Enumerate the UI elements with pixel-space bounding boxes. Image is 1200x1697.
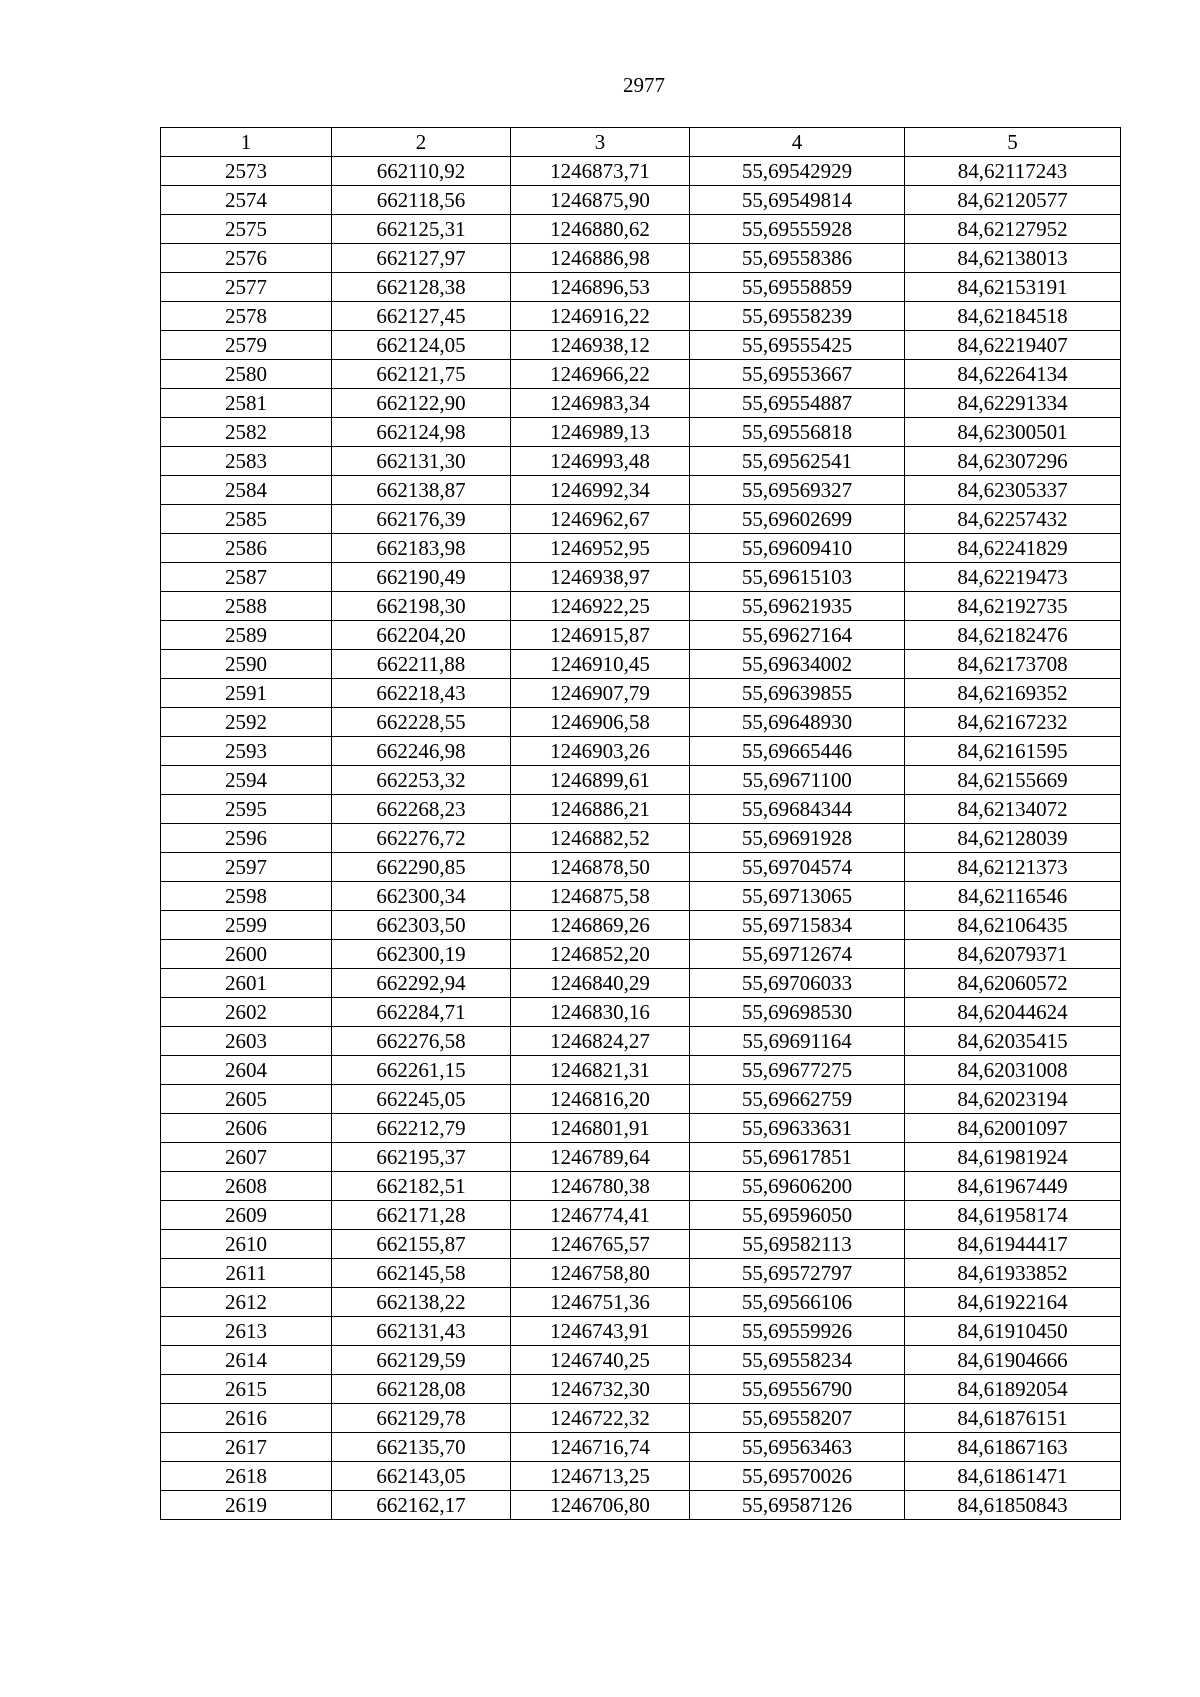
table-cell: 662110,92 (332, 157, 511, 186)
table-cell: 662135,70 (332, 1433, 511, 1462)
table-cell: 55,69582113 (690, 1230, 905, 1259)
table-cell: 84,61876151 (905, 1404, 1121, 1433)
table-row (161, 621, 1121, 650)
table-cell: 1246801,91 (511, 1114, 690, 1143)
table-cell: 84,62153191 (905, 273, 1121, 302)
table-cell: 84,62044624 (905, 998, 1121, 1027)
table-cell: 2573 (161, 157, 332, 186)
table-cell: 2597 (161, 853, 332, 882)
table-cell: 2594 (161, 766, 332, 795)
table-cell: 2608 (161, 1172, 332, 1201)
table-cell: 2595 (161, 795, 332, 824)
table-cell: 1246952,95 (511, 534, 690, 563)
table-cell: 662124,05 (332, 331, 511, 360)
table-row (161, 1404, 1121, 1433)
table-row (161, 360, 1121, 389)
table-cell: 662303,50 (332, 911, 511, 940)
table-cell: 1246830,16 (511, 998, 690, 1027)
table-cell: 2581 (161, 389, 332, 418)
table-cell: 2574 (161, 186, 332, 215)
table-cell: 84,62117243 (905, 157, 1121, 186)
table-cell: 55,69662759 (690, 1085, 905, 1114)
table-cell: 1246716,74 (511, 1433, 690, 1462)
table-cell: 55,69556818 (690, 418, 905, 447)
table-cell: 55,69566106 (690, 1288, 905, 1317)
table-cell: 1246816,20 (511, 1085, 690, 1114)
table-cell: 1246903,26 (511, 737, 690, 766)
table-cell: 84,61861471 (905, 1462, 1121, 1491)
table-cell: 1246882,52 (511, 824, 690, 853)
table-cell: 662128,38 (332, 273, 511, 302)
table-row (161, 766, 1121, 795)
table-cell: 55,69639855 (690, 679, 905, 708)
table-row (161, 186, 1121, 215)
table-cell: 1246880,62 (511, 215, 690, 244)
table-cell: 1246743,91 (511, 1317, 690, 1346)
table-cell: 2615 (161, 1375, 332, 1404)
table-cell: 55,69713065 (690, 882, 905, 911)
table-row (161, 476, 1121, 505)
table-cell: 662290,85 (332, 853, 511, 882)
table-cell: 2591 (161, 679, 332, 708)
table-cell: 84,62128039 (905, 824, 1121, 853)
table-cell: 84,62001097 (905, 1114, 1121, 1143)
table-cell: 84,62264134 (905, 360, 1121, 389)
table-cell: 84,62079371 (905, 940, 1121, 969)
table-row (161, 1317, 1121, 1346)
table-cell: 1246910,45 (511, 650, 690, 679)
table-cell: 55,69617851 (690, 1143, 905, 1172)
table-cell: 84,62035415 (905, 1027, 1121, 1056)
table-cell: 1246907,79 (511, 679, 690, 708)
column-header: 5 (905, 128, 1121, 157)
table-cell: 84,62173708 (905, 650, 1121, 679)
table-cell: 1246840,29 (511, 969, 690, 998)
table-cell: 2604 (161, 1056, 332, 1085)
table-cell: 84,62116546 (905, 882, 1121, 911)
table-row (161, 215, 1121, 244)
table-cell: 2586 (161, 534, 332, 563)
table-cell: 2579 (161, 331, 332, 360)
table-cell: 2605 (161, 1085, 332, 1114)
table-cell: 662218,43 (332, 679, 511, 708)
table-cell: 2577 (161, 273, 332, 302)
table-cell: 1246962,67 (511, 505, 690, 534)
table-cell: 84,61904666 (905, 1346, 1121, 1375)
table-cell: 2575 (161, 215, 332, 244)
table-cell: 84,62241829 (905, 534, 1121, 563)
table-cell: 55,69549814 (690, 186, 905, 215)
table-cell: 2599 (161, 911, 332, 940)
table-cell: 2609 (161, 1201, 332, 1230)
table-cell: 1246751,36 (511, 1288, 690, 1317)
table-cell: 662195,37 (332, 1143, 511, 1172)
table-row (161, 795, 1121, 824)
table-cell: 662129,59 (332, 1346, 511, 1375)
table-cell: 2576 (161, 244, 332, 273)
table-cell: 662183,98 (332, 534, 511, 563)
table-cell: 2582 (161, 418, 332, 447)
table-cell: 2600 (161, 940, 332, 969)
table-cell: 662128,08 (332, 1375, 511, 1404)
table-cell: 55,69562541 (690, 447, 905, 476)
table-cell: 1246774,41 (511, 1201, 690, 1230)
table-cell: 84,61850843 (905, 1491, 1121, 1520)
table-row (161, 331, 1121, 360)
table-cell: 662124,98 (332, 418, 511, 447)
table-cell: 55,69634002 (690, 650, 905, 679)
table-cell: 1246966,22 (511, 360, 690, 389)
table-cell: 84,62182476 (905, 621, 1121, 650)
table-cell: 1246722,32 (511, 1404, 690, 1433)
table-row (161, 824, 1121, 853)
table-row (161, 998, 1121, 1027)
page-number: 2977 (623, 73, 665, 97)
table-cell: 662246,98 (332, 737, 511, 766)
table-cell: 55,69665446 (690, 737, 905, 766)
column-header: 4 (690, 128, 905, 157)
table-cell: 84,62219473 (905, 563, 1121, 592)
table-cell: 84,61967449 (905, 1172, 1121, 1201)
table-cell: 84,62291334 (905, 389, 1121, 418)
table-body (161, 157, 1121, 1520)
table-cell: 1246873,71 (511, 157, 690, 186)
table-cell: 84,62167232 (905, 708, 1121, 737)
table-cell: 662145,58 (332, 1259, 511, 1288)
table-row (161, 1172, 1121, 1201)
table-row (161, 418, 1121, 447)
table-cell: 84,62134072 (905, 795, 1121, 824)
table-cell: 662276,72 (332, 824, 511, 853)
table-cell: 662118,56 (332, 186, 511, 215)
table-cell: 55,69559926 (690, 1317, 905, 1346)
table-cell: 662253,32 (332, 766, 511, 795)
table-cell: 2584 (161, 476, 332, 505)
table-row (161, 157, 1121, 186)
table-cell: 1246938,97 (511, 563, 690, 592)
table-cell: 55,69648930 (690, 708, 905, 737)
table-cell: 1246875,58 (511, 882, 690, 911)
table-cell: 55,69563463 (690, 1433, 905, 1462)
table-cell: 55,69671100 (690, 766, 905, 795)
table-cell: 1246824,27 (511, 1027, 690, 1056)
table-cell: 55,69558859 (690, 273, 905, 302)
table-cell: 662204,20 (332, 621, 511, 650)
table-cell: 2602 (161, 998, 332, 1027)
table-cell: 662131,43 (332, 1317, 511, 1346)
table-cell: 84,62031008 (905, 1056, 1121, 1085)
table-row (161, 1027, 1121, 1056)
table-cell: 55,69555928 (690, 215, 905, 244)
table-cell: 1246915,87 (511, 621, 690, 650)
table-cell: 84,62161595 (905, 737, 1121, 766)
table-cell: 2601 (161, 969, 332, 998)
table-row (161, 505, 1121, 534)
table-cell: 2606 (161, 1114, 332, 1143)
table-cell: 55,69587126 (690, 1491, 905, 1520)
table-cell: 662176,39 (332, 505, 511, 534)
table-cell: 2610 (161, 1230, 332, 1259)
table-cell: 1246922,25 (511, 592, 690, 621)
table-cell: 662121,75 (332, 360, 511, 389)
table-cell: 2619 (161, 1491, 332, 1520)
table-cell: 84,62169352 (905, 679, 1121, 708)
table-row (161, 1433, 1121, 1462)
table-cell: 55,69715834 (690, 911, 905, 940)
table-cell: 55,69633631 (690, 1114, 905, 1143)
table-cell: 662300,19 (332, 940, 511, 969)
table-cell: 84,61922164 (905, 1288, 1121, 1317)
table-cell: 84,62106435 (905, 911, 1121, 940)
table-cell: 1246878,50 (511, 853, 690, 882)
table-cell: 2598 (161, 882, 332, 911)
table-cell: 55,69712674 (690, 940, 905, 969)
table-cell: 55,69684344 (690, 795, 905, 824)
table-cell: 2585 (161, 505, 332, 534)
table-cell: 1246993,48 (511, 447, 690, 476)
table-cell: 2583 (161, 447, 332, 476)
table-cell: 2616 (161, 1404, 332, 1433)
table-cell: 2613 (161, 1317, 332, 1346)
table-cell: 55,69704574 (690, 853, 905, 882)
table-cell: 662284,71 (332, 998, 511, 1027)
table-cell: 1246886,98 (511, 244, 690, 273)
table-cell: 2587 (161, 563, 332, 592)
table-row (161, 389, 1121, 418)
table-cell: 55,69698530 (690, 998, 905, 1027)
table-cell: 55,69558207 (690, 1404, 905, 1433)
table-cell: 1246713,25 (511, 1462, 690, 1491)
table-cell: 662292,94 (332, 969, 511, 998)
table-row (161, 1056, 1121, 1085)
table-cell: 662268,23 (332, 795, 511, 824)
table-row (161, 1230, 1121, 1259)
table-cell: 84,62192735 (905, 592, 1121, 621)
table-row (161, 882, 1121, 911)
table-row (161, 1259, 1121, 1288)
table-cell: 2611 (161, 1259, 332, 1288)
table-cell: 55,69558386 (690, 244, 905, 273)
table-cell: 662300,34 (332, 882, 511, 911)
table-cell: 84,61944417 (905, 1230, 1121, 1259)
table-cell: 84,62120577 (905, 186, 1121, 215)
table-cell: 662138,87 (332, 476, 511, 505)
table-row (161, 244, 1121, 273)
table-cell: 662261,15 (332, 1056, 511, 1085)
table-cell: 1246916,22 (511, 302, 690, 331)
table-cell: 1246899,61 (511, 766, 690, 795)
table-cell: 2580 (161, 360, 332, 389)
table-cell: 84,62023194 (905, 1085, 1121, 1114)
table-cell: 1246906,58 (511, 708, 690, 737)
table-cell: 2612 (161, 1288, 332, 1317)
table-row (161, 969, 1121, 998)
table-row (161, 302, 1121, 331)
table-row (161, 273, 1121, 302)
table-row (161, 853, 1121, 882)
table-cell: 84,61867163 (905, 1433, 1121, 1462)
table-cell: 662129,78 (332, 1404, 511, 1433)
table-cell: 84,62219407 (905, 331, 1121, 360)
column-header: 3 (511, 128, 690, 157)
table-cell: 662143,05 (332, 1462, 511, 1491)
table-cell: 1246758,80 (511, 1259, 690, 1288)
table-cell: 662127,97 (332, 244, 511, 273)
table-cell: 84,61981924 (905, 1143, 1121, 1172)
table-cell: 1246938,12 (511, 331, 690, 360)
table-cell: 662228,55 (332, 708, 511, 737)
table-cell: 55,69596050 (690, 1201, 905, 1230)
table-cell: 84,62127952 (905, 215, 1121, 244)
table-cell: 1246983,34 (511, 389, 690, 418)
table-cell: 2617 (161, 1433, 332, 1462)
table-row (161, 679, 1121, 708)
table-cell: 55,69569327 (690, 476, 905, 505)
table-cell: 55,69558234 (690, 1346, 905, 1375)
table-row (161, 911, 1121, 940)
table-cell: 1246706,80 (511, 1491, 690, 1520)
table-cell: 1246886,21 (511, 795, 690, 824)
table-cell: 84,61892054 (905, 1375, 1121, 1404)
table-cell: 662171,28 (332, 1201, 511, 1230)
table-cell: 1246732,30 (511, 1375, 690, 1404)
table-cell: 84,61910450 (905, 1317, 1121, 1346)
table-cell: 662245,05 (332, 1085, 511, 1114)
table-row (161, 592, 1121, 621)
table-cell: 1246875,90 (511, 186, 690, 215)
table-cell: 55,69553667 (690, 360, 905, 389)
table-cell: 1246821,31 (511, 1056, 690, 1085)
table-cell: 1246740,25 (511, 1346, 690, 1375)
table-row (161, 650, 1121, 679)
table-cell: 662138,22 (332, 1288, 511, 1317)
table-cell: 662190,49 (332, 563, 511, 592)
table-cell: 55,69621935 (690, 592, 905, 621)
table-row (161, 1201, 1121, 1230)
table-cell: 1246992,34 (511, 476, 690, 505)
table-cell: 2588 (161, 592, 332, 621)
table-cell: 2618 (161, 1462, 332, 1491)
table-cell: 1246765,57 (511, 1230, 690, 1259)
table-cell: 84,62121373 (905, 853, 1121, 882)
table-row (161, 737, 1121, 766)
table-cell: 1246780,38 (511, 1172, 690, 1201)
table-cell: 2593 (161, 737, 332, 766)
table-cell: 662131,30 (332, 447, 511, 476)
table-row (161, 1114, 1121, 1143)
table-cell: 662127,45 (332, 302, 511, 331)
table-cell: 662182,51 (332, 1172, 511, 1201)
table-cell: 662155,87 (332, 1230, 511, 1259)
table-row (161, 940, 1121, 969)
table-cell: 1246789,64 (511, 1143, 690, 1172)
table-cell: 84,61933852 (905, 1259, 1121, 1288)
table-cell: 55,69554887 (690, 389, 905, 418)
table-row (161, 1375, 1121, 1404)
table-cell: 84,62184518 (905, 302, 1121, 331)
column-header: 2 (332, 128, 511, 157)
table-cell: 2590 (161, 650, 332, 679)
table-cell: 84,62060572 (905, 969, 1121, 998)
table-cell: 662122,90 (332, 389, 511, 418)
table-header-row (161, 128, 1121, 157)
table-cell: 55,69555425 (690, 331, 905, 360)
table-cell: 84,62305337 (905, 476, 1121, 505)
table-cell: 2614 (161, 1346, 332, 1375)
table-cell: 55,69606200 (690, 1172, 905, 1201)
table-row (161, 563, 1121, 592)
table-cell: 662212,79 (332, 1114, 511, 1143)
table-cell: 55,69706033 (690, 969, 905, 998)
table-cell: 1246896,53 (511, 273, 690, 302)
table-cell: 55,69691928 (690, 824, 905, 853)
column-header: 1 (161, 128, 332, 157)
table-cell: 55,69558239 (690, 302, 905, 331)
table-row (161, 447, 1121, 476)
table-cell: 55,69542929 (690, 157, 905, 186)
table-row (161, 1491, 1121, 1520)
table-cell: 2596 (161, 824, 332, 853)
table-cell: 662211,88 (332, 650, 511, 679)
table-row (161, 1085, 1121, 1114)
table-cell: 662198,30 (332, 592, 511, 621)
table-cell: 1246852,20 (511, 940, 690, 969)
table-cell: 2592 (161, 708, 332, 737)
table-row (161, 1288, 1121, 1317)
table-cell: 55,69677275 (690, 1056, 905, 1085)
table-cell: 84,62155669 (905, 766, 1121, 795)
table-cell: 1246989,13 (511, 418, 690, 447)
table-cell: 55,69609410 (690, 534, 905, 563)
table-row (161, 1462, 1121, 1491)
table-cell: 55,69691164 (690, 1027, 905, 1056)
table-cell: 2603 (161, 1027, 332, 1056)
coordinates-table (160, 127, 1121, 1520)
table-cell: 55,69602699 (690, 505, 905, 534)
table-cell: 662125,31 (332, 215, 511, 244)
table-cell: 84,62307296 (905, 447, 1121, 476)
table-cell: 84,61958174 (905, 1201, 1121, 1230)
table-cell: 55,69570026 (690, 1462, 905, 1491)
table-cell: 1246869,26 (511, 911, 690, 940)
table-row (161, 1143, 1121, 1172)
table-cell: 662276,58 (332, 1027, 511, 1056)
table-cell: 55,69556790 (690, 1375, 905, 1404)
table-row (161, 1346, 1121, 1375)
table-cell: 55,69627164 (690, 621, 905, 650)
table-cell: 2578 (161, 302, 332, 331)
table-row (161, 534, 1121, 563)
table-cell: 2589 (161, 621, 332, 650)
table-row (161, 708, 1121, 737)
table-cell: 662162,17 (332, 1491, 511, 1520)
table-cell: 55,69572797 (690, 1259, 905, 1288)
table-cell: 84,62257432 (905, 505, 1121, 534)
table-cell: 55,69615103 (690, 563, 905, 592)
table-cell: 84,62138013 (905, 244, 1121, 273)
table-cell: 84,62300501 (905, 418, 1121, 447)
table-cell: 2607 (161, 1143, 332, 1172)
